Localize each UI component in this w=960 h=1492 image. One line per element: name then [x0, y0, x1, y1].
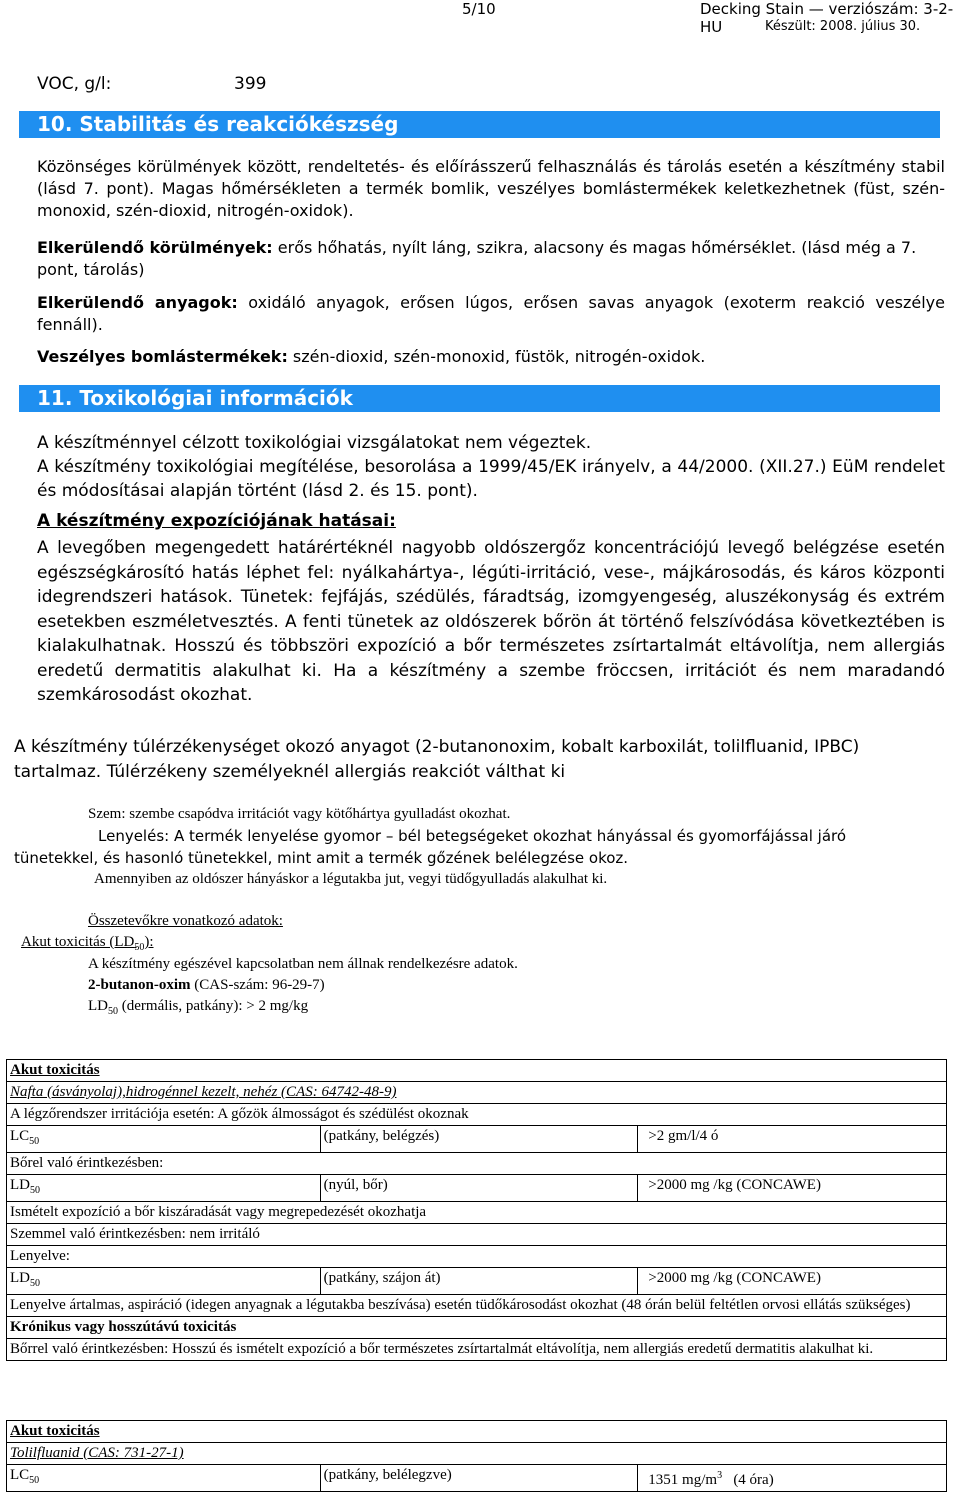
exposure-effects-text: A levegőben megengedett határértéknél nagyobb oldószergőz koncentrációjú levegő belégzése esetén egészségkárosító hatás léphet fel: nyálkahártya-, légúti-irritáció, vese-, májkárosodás, és káros központi idegrendszeri hatások. Tünetek: fejfájás, szédülés, fáradtság, izomgyengeség, aluszékonyság és extrém esetekben eszméletvesztés. A fenti tünetek az oldószerek bőrön át történő felszívódása következtében is kialakulhatnak. Hosszú és többszöri expozíció a bőr természetes zsírtartalmát eltávolítja, nem allergiás eredetű dermatitis alakulhat ki. Ha a készítmény a szembe fröccsen, irritációt és nem maradandó szemkárosodást okozhat.: [37, 538, 945, 705]
section-11-classification: A készítmény toxikológiai megítélése, besorolása a 1999/45/EK irányelv, a 44/2000. (XII.27.) EüM rendelet és módosításai alapján történt (lásd 2. és 15. pont).: [37, 457, 945, 501]
sensitizer-text: A készítmény túlérzékenységet okozó anyagot (2-butanonoxim, kobalt karboxilát, tolilfluanid, IPBC) tartalmaz. Túlérzékeny személyeknél allergiás reakciót válthat ki: [14, 737, 860, 782]
aspiration-effects: Amennyiben az oldószer hányáskor a légutakba jut, vegyi tüdőgyulladás alakulhat ki.: [94, 871, 608, 887]
table-row: Lenyelve:: [7, 1246, 947, 1268]
page-number: 5/10: [462, 0, 496, 18]
voc-label: VOC, g/l:: [37, 74, 112, 94]
butanone-oxime-cas: 2-butanon-oxim (CAS-szám: 96-29-7): [88, 977, 325, 993]
avoid-conditions-text: erős hőhatás, nyílt láng, szikra, alacsony és magas hőmérséklet. (lásd még a 7. pont, tárolás): [37, 238, 917, 279]
table-row: $LC_{50}$ (patkány, belégzés) >2 gm/l/4 ó: [7, 1126, 947, 1153]
section-11-header: [19, 385, 940, 412]
avoid-conditions-label: Elkerülendő körülmények:: [37, 238, 273, 257]
table-row: Akut toxicitás: [7, 1421, 947, 1443]
table-row: $LD_{50}$ (nyúl, bőr) >2000 mg /kg (CONCAWE): [7, 1175, 947, 1202]
butanone-ld50-dermal: $LD_{50}$ (dermális, patkány): > 2 mg/kg: [88, 998, 309, 1017]
table-row: $LD_{50}$ (patkány, szájon át) >2000 mg /kg (CONCAWE): [7, 1268, 947, 1295]
avoid-materials-label: Elkerülendő anyagok:: [37, 293, 238, 312]
no-data-statement: A készítmény egészével kapcsolatban nem állnak rendelkezésre adatok.: [88, 956, 518, 972]
decomposition-label: Veszélyes bomlástermékek:: [37, 347, 288, 366]
section-10-title: 10. Stabilitás és reakciókészség: [37, 112, 399, 136]
voc-value: 399: [234, 74, 267, 94]
tolylfluanid-toxicity-table: [6, 1420, 947, 1492]
section-10-header: [19, 111, 940, 138]
avoid-materials-text: oxidáló anyagok, erősen lúgos, erősen savas anyagok (exoterm reakció veszélye fennáll).: [37, 293, 945, 334]
table-row: Ismételt expozíció a bőr kiszáradását vagy megrepedezését okozhatja: [7, 1202, 947, 1224]
table-row: Krónikus vagy hosszútávú toxicitás: [7, 1317, 947, 1339]
table-row: A légzőrendszer irritációja esetén: A gőzök álmosságot és szédülést okoznak: [7, 1104, 947, 1126]
ingestion-effects: Lenyelés: A termék lenyelése gyomor – bél betegségeket okozhat hányással és gyomorfájással járó tünetekkel, és hasonló tünetekkel, mint amit a termék gőzének belélegzése okoz.: [14, 827, 847, 867]
section-10-stability-text: Közönséges körülmények között, rendeltetés- és előírásszerű felhasználás és tárolás esetén a készítmény stabil (lásd 7. pont). Magas hőmérsékleten a termék bomlik, veszélyes bomlástermékek keletkezhetnek (füst, szén-monoxid, szén-dioxid, nitrogén-oxidok).: [37, 157, 945, 220]
section-11-no-studies: A készítménnyel célzott toxikológiai vizsgálatokat nem végeztek.: [37, 433, 592, 453]
document-header-date: Készült: 2008. július 30.: [765, 19, 921, 34]
table-row: Szemmel való érintkezésben: nem irritáló: [7, 1224, 947, 1246]
table-row: Bőrel való érintkezésben:: [7, 1153, 947, 1175]
avoid-conditions: [37, 237, 945, 281]
decomposition-products: [37, 346, 945, 368]
eye-effects: Szem: szembe csapódva irritációt vagy kötőhártya gyulladást okozhat.: [88, 806, 511, 822]
table-row: Nafta (ásványolaj),hidrogénnel kezelt, nehéz (CAS: 64742-48-9): [7, 1082, 947, 1104]
decomposition-text: szén-dioxid, szén-monoxid, füstök, nitrogén-oxidok.: [287, 347, 706, 366]
avoid-materials: [37, 292, 945, 336]
table-row: Bőrrel való érintkezésben: Hosszú és ismételt expozíció a bőr természetes zsírtartalmát eltávolítja, nem allergiás eredetű dermatitis alakulhat ki.: [7, 1339, 947, 1361]
naphtha-toxicity-table: [6, 1059, 947, 1361]
table-row: Akut toxicitás: [7, 1060, 947, 1082]
table-row: $LC_{50}$ (patkány, belélegzve) 1351 $mg/m^3$ (4 óra): [7, 1465, 947, 1492]
acute-toxicity-ld50-heading: Akut toxicitás $(LD_{50})$:: [21, 934, 154, 953]
components-heading: Összetevőkre vonatkozó adatok:: [88, 913, 283, 929]
table-row: Lenyelve ártalmas, aspiráció (idegen anyagnak a légutakba beszívása) esetén tüdőkárosodást okozhat (48 órán belül feltétlen orvosi ellátás szükséges): [7, 1295, 947, 1317]
section-11-title: 11. Toxikológiai információk: [37, 386, 353, 410]
table-row: Tolilfluanid (CAS: 731-27-1): [7, 1443, 947, 1465]
exposure-heading: A készítmény expozíciójának hatásai:: [37, 511, 396, 531]
document-header-product: Decking Stain — verziószám: 3-2-HU: [700, 0, 954, 36]
